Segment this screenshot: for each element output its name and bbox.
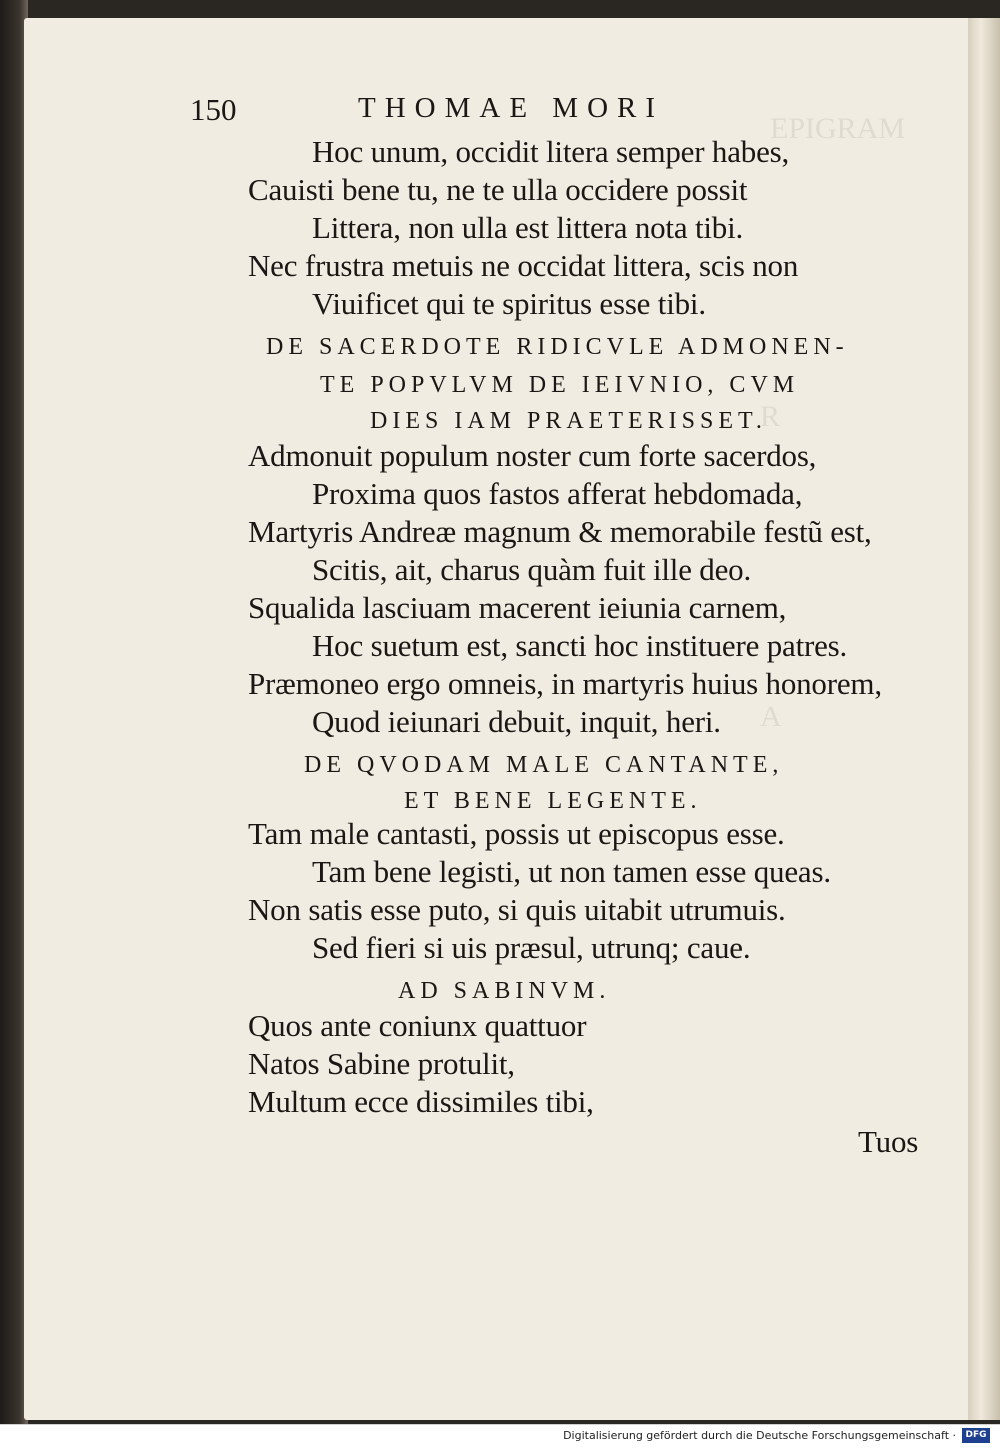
verse-line: Squalida lasciuam macerent ieiunia carnem, [248, 590, 787, 625]
verse-line: Multum ecce dissimiles tibi, [248, 1084, 594, 1119]
footer-bar [0, 1424, 1000, 1448]
verse-line: Martyris Andreæ magnum & memorabile festũ est, [248, 514, 872, 549]
verse-line: Sed fieri si uis præsul, utrunq; caue. [312, 930, 751, 965]
dfg-logo-icon: DFG [962, 1428, 990, 1443]
verse-line: Tam male cantasti, possis ut episcopus esse. [248, 816, 785, 851]
section-heading: DE SACERDOTE RIDICVLE ADMONEN- [266, 334, 849, 360]
section-heading: TE POPVLVM DE IEIVNIO, CVM [320, 372, 800, 398]
funding-credit: Digitalisierung gefördert durch die Deutsche Forschungsgemeinschaft · [563, 1429, 956, 1442]
bleed-through: R [760, 400, 781, 433]
verse-line: Cauisti bene tu, ne te ulla occidere possit [248, 172, 748, 207]
verse-line: Scitis, ait, charus quàm fuit ille deo. [312, 552, 752, 587]
verse-line: Quod ieiunari debuit, inquit, heri. [312, 704, 721, 739]
verse-line: Viuificet qui te spiritus esse tibi. [312, 286, 706, 321]
verse-line: Littera, non ulla est littera nota tibi. [312, 210, 744, 245]
verse-line: Præmoneo ergo omneis, in martyris huius honorem, [248, 666, 882, 701]
catchword: Tuos [858, 1124, 919, 1159]
verse-line: Quos ante coniunx quattuor [248, 1008, 587, 1043]
verse-line: Tam bene legisti, ut non tamen esse queas. [312, 854, 831, 889]
section-heading: AD SABINVM. [398, 978, 611, 1004]
section-heading: DIES IAM PRAETERISSET. [370, 408, 767, 434]
page-edge [968, 18, 1000, 1420]
bleed-through: A [760, 700, 782, 733]
verse-line: Hoc suetum est, sancti hoc instituere patres. [312, 628, 848, 663]
verse-line: Proxima quos fastos afferat hebdomada, [312, 476, 803, 511]
page-number: 150 [190, 92, 237, 127]
verse-line: Admonuit populum noster cum forte sacerdos, [248, 438, 817, 473]
section-heading: ET BENE LEGENTE. [404, 788, 702, 814]
verse-line: Hoc unum, occidit litera semper habes, [312, 134, 790, 169]
bleed-through: EPIGRAM [770, 112, 906, 145]
verse-line: Natos Sabine protulit, [248, 1046, 515, 1081]
running-title: THOMAE MORI [358, 92, 665, 124]
verse-line: Non satis esse puto, si quis uitabit utrumuis. [248, 892, 786, 927]
verse-line: Nec frustra metuis ne occidat littera, scis non [248, 248, 799, 283]
section-heading: DE QVODAM MALE CANTANTE, [304, 752, 784, 778]
